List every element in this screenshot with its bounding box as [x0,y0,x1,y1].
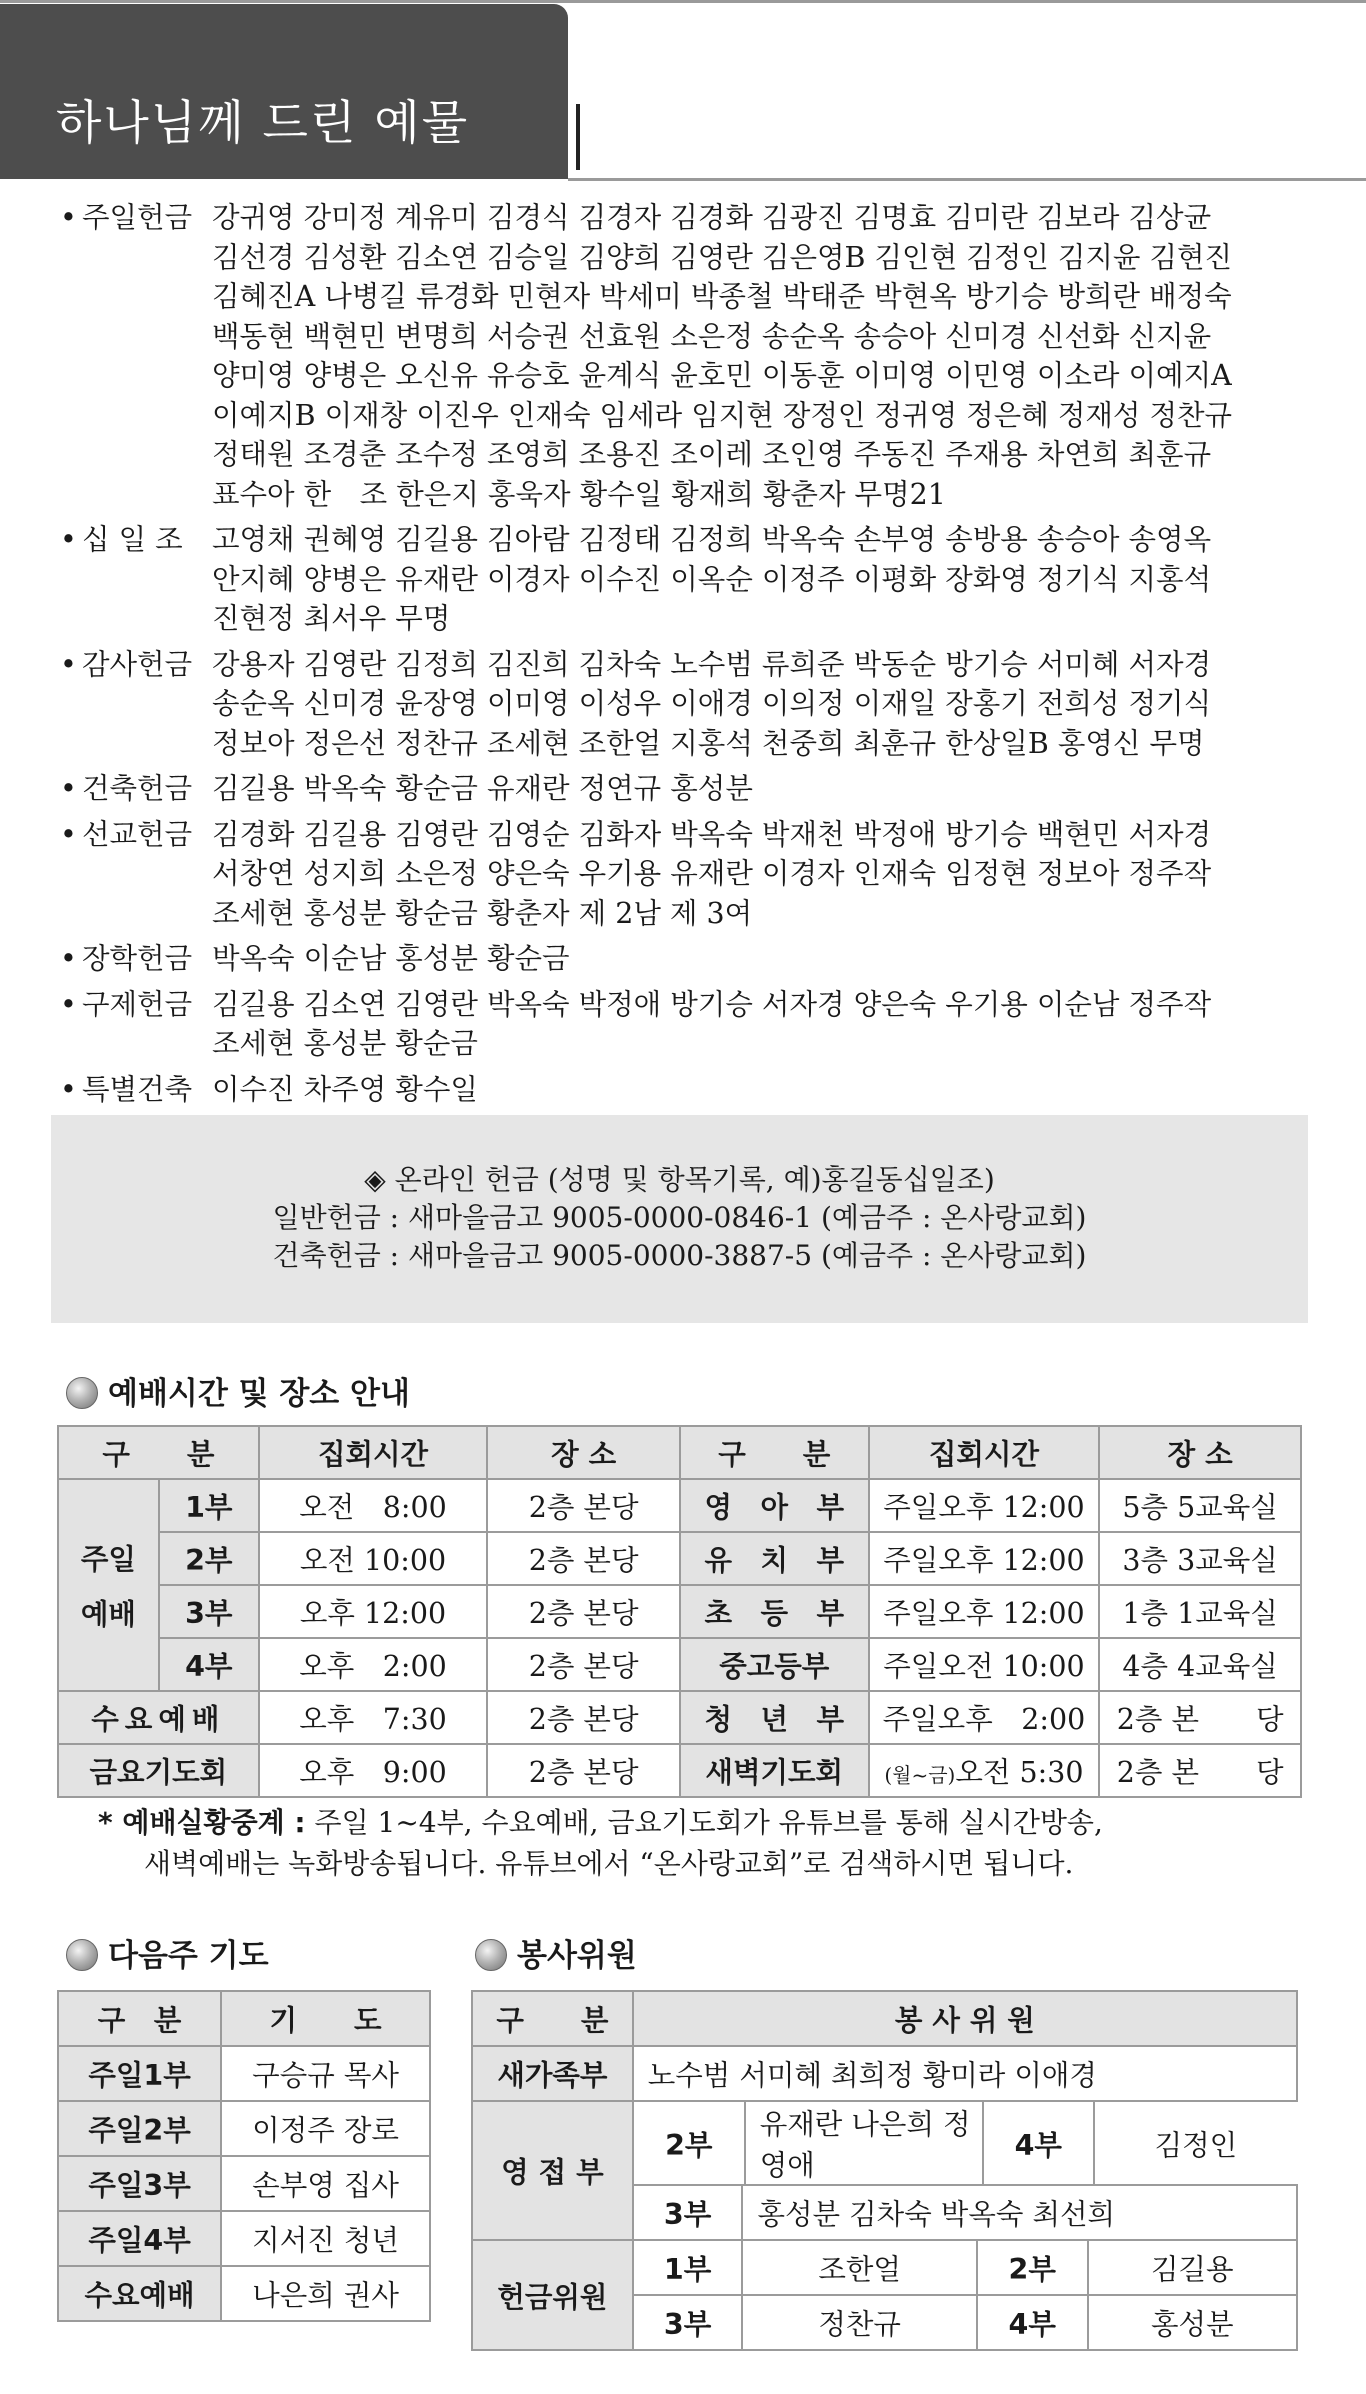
offering-names-line: 김길용 김소연 김영란 박옥숙 박정애 방기승 서자경 양은숙 우기용 이순남 정주작 [212,987,1212,1021]
offering-category-label: • 건축헌금 [60,769,210,809]
table-row: 주일2부 이정주 장로 [58,2101,430,2156]
offering-names-line: 김길용 박옥숙 황순금 유재란 정연규 홍성분 [212,772,753,805]
circle-bullet-icon [66,1377,98,1409]
table-row: 수요예배 나은희 권사 [58,2266,430,2321]
table-row: 2부 오전 10:00 2층 본당 유 치 부 주일오후 12:00 3층 3교육실 [58,1532,1301,1585]
offering-names-line: 정보아 정은선 정찬규 조세현 조한얼 지홍석 천중희 최훈규 한상일B 홍영신 무명 [212,726,1205,760]
offering-category [60,1070,1310,1110]
bullet-icon: • [60,817,77,851]
offering-category-label: • 선교헌금 [60,815,210,855]
worship-heading: 예배시간 및 장소 안내 [66,1368,410,1413]
circle-bullet-icon [475,1939,507,1971]
offering-names-line: 정태원 조경춘 조수정 조영희 조용진 조이레 조인영 주동진 주재용 차연희 최훈규 [212,438,1212,471]
offering-names-line: 송순옥 신미경 윤장영 이미영 이성우 이애경 이의정 이재일 장홍기 전희성 정기식 [212,687,1212,720]
table-header-row: 구 분 봉 사 위 원 [472,1991,1297,2046]
table-row: 수요예배 오후 7:30 2층 본당 청 년 부 주일오후 2:00 2층 본 당 [58,1691,1301,1744]
top-rule [0,0,1366,3]
offering-names-line: 조세현 홍성분 황순금 [212,1027,478,1060]
worship-schedule-table [57,1425,1302,1798]
online-offering-title: ◈ 온라인 헌금 (성명 및 항목기록, 예)홍길동십일조) [364,1163,995,1196]
offering-names-line: 김선경 김성환 김소연 김승일 김양희 김영란 김은영B 김인현 김정인 김지윤 김현진 [212,240,1233,274]
table-row: 4부 오후 2:00 2층 본당 중고등부 주일오전 10:00 4층 4교육실 [58,1638,1301,1691]
bullet-icon: • [60,1072,77,1106]
general-offering-account: 일반헌금 : 새마을금고 9005-0000-0846-1 (예금주 : 온사랑교회) [272,1201,1087,1234]
offering-category-label: • 감사헌금 [60,645,210,685]
table-header-row: 구 분 기 도 [58,1991,430,2046]
offering-category-label: • 특별건축 [60,1070,210,1110]
table-row: 주일4부 지서진 청년 [58,2211,430,2266]
page-title: 하나님께 드린 예물 [56,96,470,151]
header-divider [576,104,580,170]
table-row: 금요기도회 오후 9:00 2층 본당 새벽기도회 (월~금)오전 5:30 2층 본 당 [58,1744,1301,1797]
header-rule [568,178,1366,181]
broadcast-notice: * 예배실황중계 : 주일 1~4부, 수요예배, 금요기도회가 유튜브를 통해 실시간방송, 새벽예배는 녹화방송됩니다. 유튜브에서 “온사랑교회”로 검색하시면 됩니다. [98,1806,1103,1880]
prayer-table [57,1990,431,2322]
offering-names-line: 이예지B 이재창 이진우 인재숙 임세라 임지현 장정인 정귀영 정은혜 정재성 정찬규 [212,398,1233,432]
prayer-heading: 다음주 기도 [66,1930,269,1975]
offering-category [60,198,1310,514]
bullet-icon: • [60,523,77,556]
offering-category [60,645,1310,764]
offering-category [60,939,1310,979]
offering-names-line: 조세현 홍성분 황순금 황춘자 제 2남 제 3여 [212,896,753,930]
bullet-icon: • [60,201,77,234]
offering-names-line: 백동현 백현민 변명희 서승권 선효원 소은정 송순옥 송승아 신미경 신선화 신지윤 [212,319,1212,353]
offering-category-label: • 주일헌금 [60,198,210,238]
table-row: 영 접 부 2부 유재란 나은희 정영애 4부 김정인 [472,2101,1297,2185]
offering-names-line: 서창연 성지희 소은정 양은숙 우기용 유재란 이경자 인재숙 임정현 정보아 정주작 [212,857,1212,890]
offering-category-label: • 십 일 조 [60,520,210,560]
header-tab [0,4,568,179]
offering-names-line: 고영채 권혜영 김길용 김아람 김정태 김정희 박옥숙 손부영 송방용 송승아 송영옥 [212,523,1212,556]
online-offering-box [51,1115,1308,1323]
offering-category-label: • 구제헌금 [60,985,210,1025]
offering-names-line: 강귀영 강미정 계유미 김경식 김경자 김경화 김광진 김명효 김미란 김보라 김상균 [212,201,1212,234]
offering-names-line: 김혜진A 나병길 류경화 민현자 박세미 박종철 박태준 박현옥 방기승 방희란 배정숙 [212,280,1232,313]
offering-names-line: 표수아 한 조 한은지 홍욱자 황수일 황재희 황춘자 무명21 [212,477,946,511]
offering-category [60,520,1310,639]
table-header-row: 구 분 집회시간 장 소 구 분 집회시간 장 소 [58,1426,1301,1479]
table-row: 주일3부 손부영 집사 [58,2156,430,2211]
circle-bullet-icon [66,1939,98,1971]
offering-names-line: 양미영 양병은 오신유 유승호 윤계식 윤호민 이동훈 이미영 이민영 이소라 이예지A [212,359,1232,392]
offering-category-label: • 장학헌금 [60,939,210,979]
offering-category [60,769,1310,809]
bullet-icon: • [60,647,77,681]
offering-names-line: 이수진 차주영 황수일 [212,1072,478,1106]
table-row: 주일1부 구승규 목사 [58,2046,430,2101]
volunteers-heading: 봉사위원 [475,1930,637,1975]
bullet-icon: • [60,942,77,975]
sunday-worship-label: 주일 예배 [58,1479,159,1691]
table-row: 3부 홍성분 김차숙 박옥숙 최선희 [472,2185,1297,2240]
building-offering-account: 건축헌금 : 새마을금고 9005-0000-3887-5 (예금주 : 온사랑교회) [272,1239,1087,1272]
volunteers-table [471,1990,1298,2351]
offering-category [60,815,1310,934]
table-row: 3부 정찬규 4부 홍성분 [472,2295,1297,2350]
offering-names-line: 진현정 최서우 무명 [212,602,451,635]
table-row: 3부 오후 12:00 2층 본당 초 등 부 주일오후 12:00 1층 1교육실 [58,1585,1301,1638]
offering-category [60,985,1310,1064]
bullet-icon: • [60,987,77,1021]
offering-names-line: 안지혜 양병은 유재란 이경자 이수진 이옥순 이정주 이평화 장화영 정기식 지홍석 [212,562,1212,596]
offering-names-line: 박옥숙 이순남 홍성분 황순금 [212,942,570,975]
reception-row-2: 2부 유재란 나은희 정영애 4부 김정인 [634,2102,1297,2184]
table-row: 새가족부 노수범 서미혜 최희정 황미라 이애경 [472,2046,1297,2101]
table-row: 주일 예배 1부 오전 8:00 2층 본당 영 아 부 주일오후 12:00 5층 5교육실 [58,1479,1301,1532]
offerings-list [60,198,1310,1115]
dawn-prayer-time: (월~금)오전 5:30 [869,1744,1100,1797]
bullet-icon: • [60,772,77,805]
offering-names-line: 김경화 김길용 김영란 김영순 김화자 박옥숙 박재천 박정애 방기승 백현민 서자경 [212,817,1212,851]
offering-names-line: 강용자 김영란 김정희 김진희 김차숙 노수범 류희준 박동순 방기승 서미혜 서자경 [212,647,1212,681]
table-row: 헌금위원 1부 조한얼 2부 김길용 [472,2240,1297,2295]
